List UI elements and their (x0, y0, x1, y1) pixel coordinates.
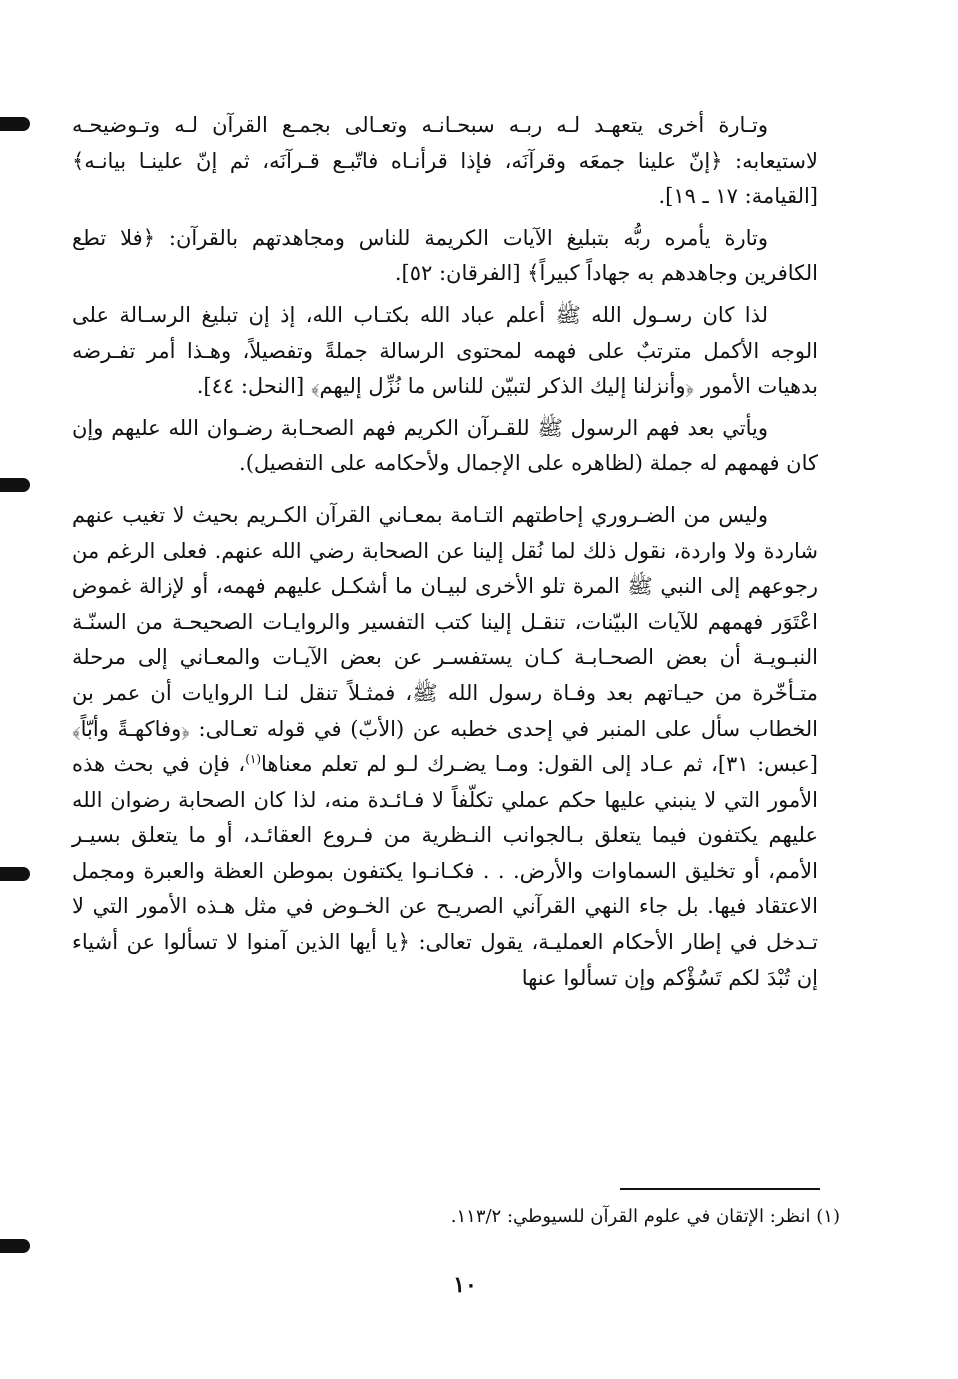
paragraph-text: وليس من الضـروري إحاطتهم التـامة بمعـاني القرآن الكـريم بحيث لا تغيب عنهم شاردة ولا واردة، نقول ذلك لما نُقل إلينا عن الصحابة رضي الله عنهم. فعلى الرغم من رجوعهم إلى النبي ﷺ المرة تلو الأخرى لبيـان ما أشكـل عليهم فهمه، أو لإزالة غموض اعْتَوَر فهمهم للآيات البيّنات، تنقـل إلينا كتب التفسير والروايـات الصحيحـة من السنّـة النبـويـة أن بعض الصحـابـة كـان يستفسـر عن بعض الآيـات والمعـاني إلى مرحلة متـأخّرة من حيـاتهم بعد وفـاة رسول الله ﷺ، فمثـلاً تنقل لنـا الروايات أن عمر بن الخطاب سأل على المنبر في إحدى خطبه عن (الأبّ) في قوله تعـالى: ﴿وفاكهـةً وأبّاً﴾ [عبس: ٣١]، ثم عـاد إلى القول: ومـا يضـرك لـو لم تعلم معناها (72, 502, 818, 777)
paragraph: لذا كان رسـول الله ﷺ أعلم عباد الله بكتـاب الله، إذ إن تبليغ الرسـالة على الوجه الأكمل مترتبٌ على فهمه لمحتوى الرسالة جملةً وتفصيلاً، وهـذا أمر تفـرضه بدهيات الأمور ﴿وأنزلنا إليك الذكر لتبيّن للناس ما نُزِّل إليهم﴾ [النحل: ٤٤]. (72, 302, 818, 399)
paragraph: وتارة يأمره ربُّه بتبليغ الآيات الكريمة للناس ومجاهدتهم بالقرآن: ﴿فلا تطع الكافرين وجاهدهم به جهاداً كبيراً﴾ [الفرقان: ٥٢]. (72, 225, 818, 286)
body-text (72, 108, 818, 1002)
paragraph (72, 498, 818, 996)
scan-edge-mark (0, 117, 30, 131)
scan-edge-mark (0, 867, 30, 881)
paragraph-text-continued: ، فإن في بحث هذه الأمور التي لا ينبني عليها حكم عملي تكلّفاً لا فـائـدة منه، لذا كان الصحابة رضوان الله عليهم يكتفون فيما يتعلق بـالجوانب النـظرية من فـروع العقائـد، أو ما يتعلق بسيـر الأمم، أو تخليق السماوات والأرض. . . فكـانـوا يكتفون بموطن العظة والعبرة ومجمل الاعتقاد فيها. بل جاء النهي القرآني الصريـح عن الخـوض في مثل هـذه الأمور التي لا تـدخل في إطار الأحكام العمليـة، يقول تعالى: ﴿يا أيها الذين آمنوا لا تسألوا عن أشياء إن تُبْدَ لكم تَسُؤْكم وإن تسألوا عنها (72, 752, 818, 990)
footnote-reference: (١) (245, 752, 262, 767)
footnote: (١) انظر: الإتقان في علوم القرآن للسيوطي: ١١٣/٢. (450, 1206, 840, 1227)
scan-edge-mark (0, 1239, 30, 1253)
footnote-divider (620, 1188, 820, 1190)
paragraph: ويأتي بعد فهم الرسول ﷺ للقـرآن الكريم فهم الصحـابة رضـوان الله عليهم وإن كان فهمهم له جملة (لظاهره على الإجمال ولأحكامه على التفصيل). (72, 415, 818, 476)
scan-edge-mark (0, 478, 30, 492)
page-number: ١٠ (453, 1272, 477, 1298)
paragraph: وتـارة أخرى يتعهـد لـه ربـه سبحـانـه وتعـالى بجمـع القرآن لـه وتـوضيحـه لاستيعابه: ﴿إنّ علينا جمعَه وقرآنَه، فإذا قرأنـاه فاتّبـع قـرآنَه، ثم إنّ علينـا بيانـه﴾ [القيامة: ١٧ ـ ١٩]. (72, 113, 818, 209)
